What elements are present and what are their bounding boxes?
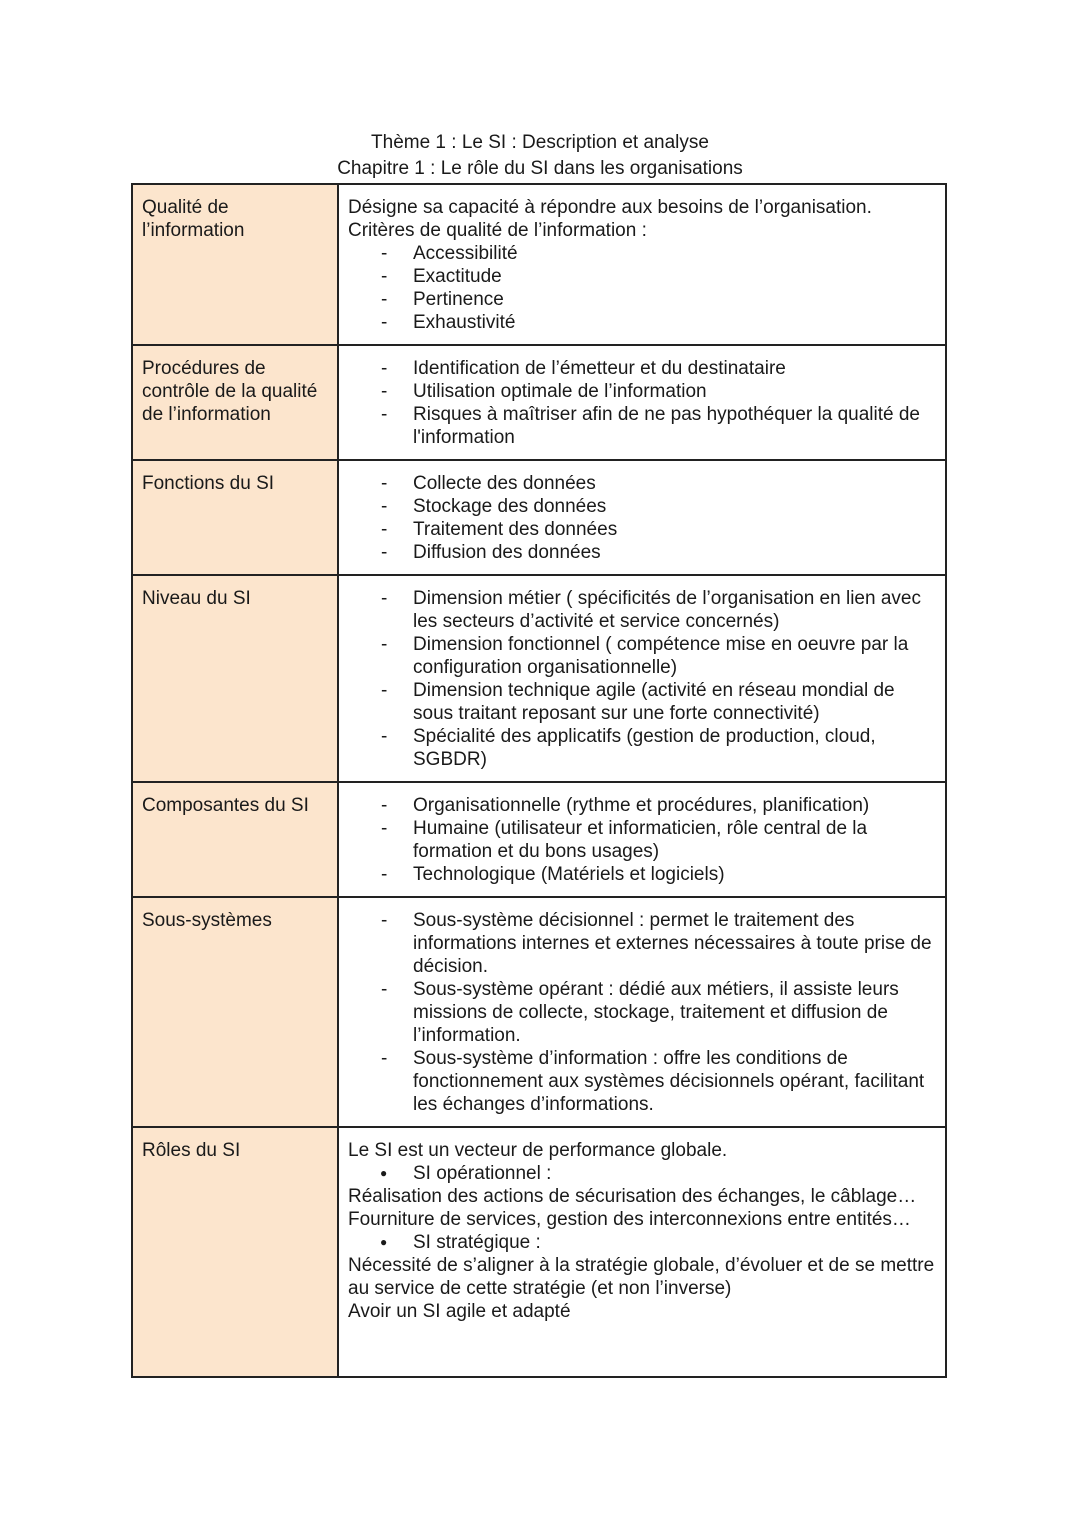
row-content xyxy=(338,897,946,1127)
list-item: - Technologique (Matériels et logiciels) xyxy=(348,863,936,886)
bullet-item: ● SI stratégique : xyxy=(348,1231,936,1254)
bullet-item: ● SI opérationnel : xyxy=(348,1162,936,1185)
levels-list xyxy=(348,587,936,771)
list-item: - Utilisation optimale de l’information xyxy=(348,380,936,403)
subsystems-list xyxy=(348,909,936,1116)
row-label: Niveau du SI xyxy=(132,575,338,782)
chapter-title: Chapitre 1 : Le rôle du SI dans les organisations xyxy=(337,158,743,179)
row-label: Composantes du SI xyxy=(132,782,338,897)
table-row xyxy=(132,575,946,782)
list-item: - Sous-système décisionnel : permet le traitement des informations internes et externes nécessaires à toute prise de décision. xyxy=(348,909,936,978)
list-item: - Spécialité des applicatifs (gestion de production, cloud, SGBDR) xyxy=(348,725,936,771)
table-row xyxy=(132,1127,946,1377)
list-item: - Sous-système opérant : dédié aux métiers, il assiste leurs missions de collecte, stockage, traitement et diffusion de l’information. xyxy=(348,978,936,1047)
content-line: Nécessité de s’aligner à la stratégie globale, d’évoluer et de se mettre au service de cette stratégie (et non l’inverse) xyxy=(348,1255,935,1299)
row-label: Fonctions du SI xyxy=(132,460,338,575)
list-item: - Exactitude xyxy=(348,265,936,288)
list-item: - Humaine (utilisateur et informaticien, rôle central de la formation et du bons usages) xyxy=(348,817,936,863)
procedures-list xyxy=(348,357,936,449)
functions-list xyxy=(348,472,936,564)
list-item: - Organisationnelle (rythme et procédures, planification) xyxy=(348,794,936,817)
theme-title: Thème 1 : Le SI : Description et analyse xyxy=(371,132,709,153)
row-label: Sous-systèmes xyxy=(132,897,338,1127)
content-line: Fourniture de services, gestion des interconnexions entre entités… xyxy=(348,1209,911,1230)
document-header xyxy=(0,130,1080,182)
list-item: - Exhaustivité xyxy=(348,311,936,334)
bullet-list xyxy=(348,1162,936,1185)
list-item: - Diffusion des données xyxy=(348,541,936,564)
summary-table xyxy=(131,183,947,1378)
row-content xyxy=(338,460,946,575)
list-item: - Traitement des données xyxy=(348,518,936,541)
row-content xyxy=(338,782,946,897)
table-row xyxy=(132,897,946,1127)
criteria-list xyxy=(348,242,936,334)
row-label: Rôles du SI xyxy=(132,1127,338,1377)
list-item: - Pertinence xyxy=(348,288,936,311)
content-line: Avoir un SI agile et adapté xyxy=(348,1301,571,1322)
list-item: - Stockage des données xyxy=(348,495,936,518)
table-row xyxy=(132,460,946,575)
table-row xyxy=(132,184,946,345)
content-line: Désigne sa capacité à répondre aux besoins de l’organisation. xyxy=(348,197,872,218)
content-line: Critères de qualité de l’information : xyxy=(348,220,647,241)
components-list xyxy=(348,794,936,886)
list-item: - Accessibilité xyxy=(348,242,936,265)
list-item: - Risques à maîtriser afin de ne pas hypothéquer la qualité de l'information xyxy=(348,403,936,449)
table-row xyxy=(132,345,946,460)
bullet-list xyxy=(348,1231,936,1254)
row-content xyxy=(338,345,946,460)
row-content xyxy=(338,184,946,345)
content-line: Réalisation des actions de sécurisation des échanges, le câblage… xyxy=(348,1186,917,1207)
list-item: - Collecte des données xyxy=(348,472,936,495)
table-row xyxy=(132,782,946,897)
list-item: - Dimension fonctionnel ( compétence mise en oeuvre par la configuration organisationnelle) xyxy=(348,633,936,679)
content-line: Le SI est un vecteur de performance globale. xyxy=(348,1140,728,1161)
row-content xyxy=(338,575,946,782)
list-item: - Dimension technique agile (activité en réseau mondial de sous traitant reposant sur une forte connectivité) xyxy=(348,679,936,725)
row-content xyxy=(338,1127,946,1377)
list-item: - Identification de l’émetteur et du destinataire xyxy=(348,357,936,380)
row-label: Procédures de contrôle de la qualité de l’information xyxy=(132,345,338,460)
list-item: - Dimension métier ( spécificités de l’organisation en lien avec les secteurs d’activité et service concernés) xyxy=(348,587,936,633)
row-label: Qualité de l’information xyxy=(132,184,338,345)
list-item: - Sous-système d’information : offre les conditions de fonctionnement aux systèmes décisionnels opérant, facilitant les échanges d’informations. xyxy=(348,1047,936,1116)
